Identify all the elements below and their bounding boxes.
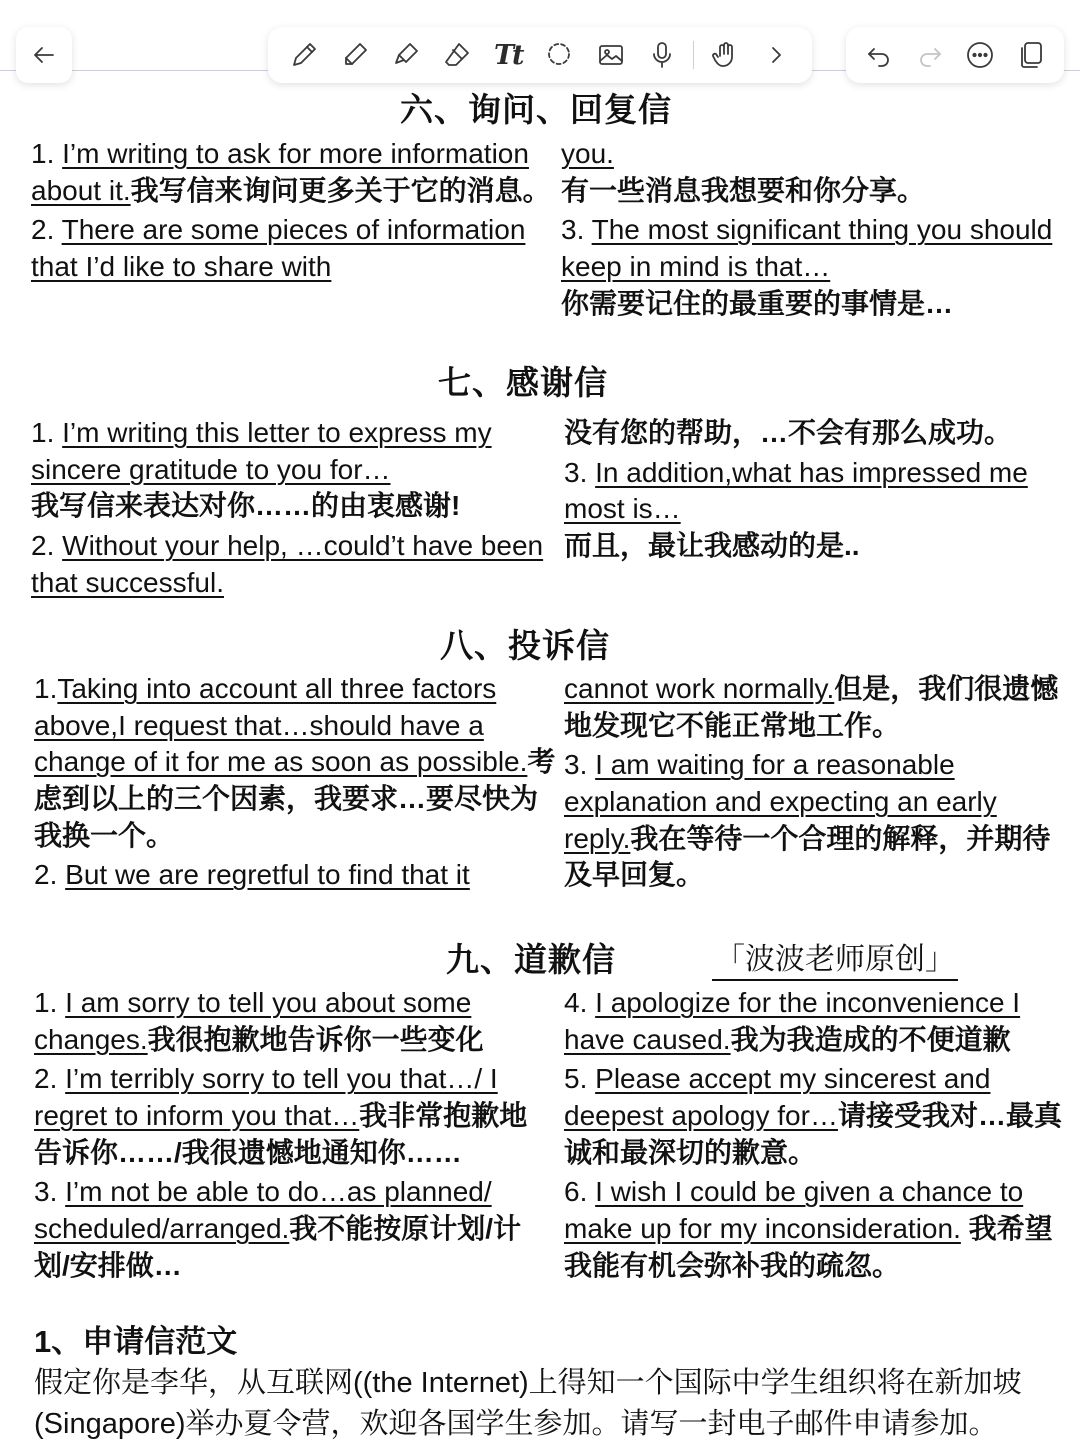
inquiry-right-column	[561, 136, 1061, 322]
thanks-right-column	[564, 415, 1064, 565]
back-button[interactable]	[16, 27, 72, 83]
list-item: 3. I am waiting for a reasonable explanation and expecting an early reply.我在等待一个合理的解释，并期待及早回复。	[564, 749, 1051, 891]
microphone-icon[interactable]	[642, 35, 682, 75]
section-title-complaint: 八、投诉信	[440, 627, 610, 664]
sample-essay-prompt: 假定你是李华，从互联网((the Internet)上得知一个国际中学生组织将在新加坡(Singapore)举办夏令营，欢迎各国学生参加。请写一封电子邮件申请参加。	[34, 1367, 1022, 1441]
undo-icon[interactable]	[859, 35, 899, 75]
inquiry-left-column	[31, 136, 551, 286]
list-item: 6. I wish I could be given a chance to make up for my inconsideration. 我希望我能有机会弥补我的疏忽。	[564, 1176, 1053, 1281]
highlighter-icon[interactable]	[386, 35, 426, 75]
section-title-apology: 九、道歉信	[446, 941, 616, 978]
list-item: 1. I am sorry to tell you about some changes.我很抱歉地告诉你一些变化	[34, 987, 484, 1055]
chevron-right-icon[interactable]	[756, 35, 796, 75]
redo-icon[interactable]	[910, 35, 950, 75]
list-item: 1.Taking into account all three factors above,I request that…should have a change of it for me as soon as possible.考虑到以上的三个因素，我要求…要尽快为我换一个。	[34, 673, 556, 851]
list-item: 3. The most significant thing you should keep in mind is that… 你需要记住的最重要的事情是…	[561, 214, 1053, 319]
complaint-right-column	[564, 671, 1064, 894]
toolbar-separator	[693, 41, 694, 69]
list-item: 2. There are some pieces of information that I’d like to share with	[31, 214, 526, 283]
pages-icon[interactable]	[1011, 35, 1051, 75]
list-item: 2. I’m terribly sorry to tell you that…/ I regret to inform you that…我非常抱歉地告诉你……/我很遗憾地通知你……	[34, 1063, 528, 1168]
list-item: 3. I’m not be able to do…as planned/ scheduled/arranged.我不能按原计划/计划/安排做…	[34, 1176, 522, 1281]
image-icon[interactable]	[591, 35, 631, 75]
list-item: 1. I’m writing to ask for more information about it.我写信来询问更多关于它的消息。	[31, 138, 551, 206]
thanks-left-column	[31, 415, 555, 601]
pencil-icon[interactable]	[335, 35, 375, 75]
sample-essay-title: 1、申请信范文	[34, 1324, 238, 1359]
list-item: 5. Please accept my sincerest and deepest apology for…请接受我对…最真诚和最深切的歉意。	[564, 1063, 1062, 1168]
list-item: 3. In addition,what has impressed me most is… 而且，最让我感动的是..	[564, 456, 1028, 562]
section-title-inquiry-reply: 六、询问、回复信	[400, 91, 672, 128]
list-item: you. 有一些消息我想要和你分享。	[561, 138, 926, 206]
author-credit: 「波波老师原创」	[712, 934, 958, 981]
list-item: 2. But we are regretful to find that it	[34, 859, 470, 891]
pen-icon[interactable]	[284, 35, 324, 75]
section-title-thanks: 七、感谢信	[438, 364, 608, 401]
more-icon[interactable]	[960, 35, 1000, 75]
actions-toolbar	[846, 27, 1064, 83]
hand-icon[interactable]	[705, 35, 745, 75]
text-tool-icon[interactable]: Tt	[493, 39, 523, 71]
back-arrow-icon[interactable]	[24, 35, 64, 75]
lasso-icon[interactable]	[539, 35, 579, 75]
list-item: 没有您的帮助，…不会有那么成功。	[564, 417, 1013, 448]
list-item: 4. I apologize for the inconvenience I have caused.我为我造成的不便道歉	[564, 987, 1021, 1055]
apology-left-column	[34, 985, 554, 1284]
list-item: 1. I’m writing this letter to express my sincere gratitude to you for… 我写信来表达对你……的由衷感谢!	[31, 417, 492, 522]
tools-toolbar	[268, 27, 812, 83]
list-item: 2. Without your help, …could’t have been that successful.	[31, 530, 544, 598]
eraser-icon[interactable]	[437, 35, 477, 75]
list-item: cannot work normally.但是，我们很遗憾地发现它不能正常地工作。	[564, 673, 1059, 741]
complaint-left-column	[34, 671, 558, 894]
apology-right-column	[564, 985, 1064, 1284]
